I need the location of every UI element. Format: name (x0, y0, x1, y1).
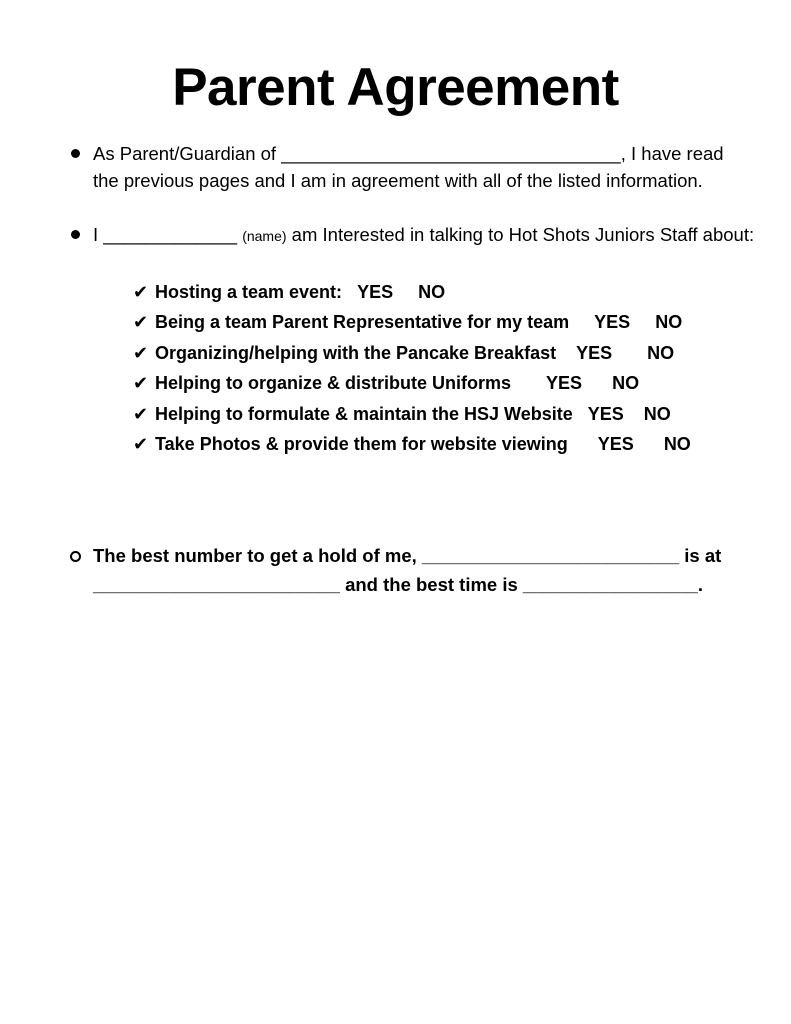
checkmark-icon: ✔ (133, 342, 149, 363)
yes-option: YES (597, 433, 634, 454)
page-title: Parent Agreement (172, 58, 619, 117)
no-option: NO (612, 373, 640, 394)
option-label: Being a team Parent Representative for my team (155, 312, 570, 333)
agreement-line-2: the previous pages and I am in agreement with all of the listed information. (93, 170, 703, 191)
bullet-dot-icon (71, 230, 80, 239)
yes-option: YES (594, 312, 631, 333)
checkmark-icon: ✔ (133, 403, 149, 424)
yes-option: YES (546, 373, 583, 394)
option-label: Helping to organize & distribute Uniforms (155, 373, 512, 394)
option-label: Hosting a team event: (155, 282, 343, 302)
yes-option: YES (587, 403, 624, 424)
interest-suffix: am Interested in talking to Hot Shots Juniors Staff about: (286, 224, 755, 245)
no-option: NO (418, 282, 446, 302)
option-label: Helping to formulate & maintain the HSJ Website (155, 403, 573, 424)
option-label: Organizing/helping with the Pancake Breakfast (155, 342, 557, 363)
no-option: NO (655, 312, 683, 333)
no-option: NO (643, 403, 671, 424)
checkmark-icon: ✔ (133, 373, 149, 394)
contact-line-1: The best number to get a hold of me, _________________________ is at (93, 545, 722, 566)
interest-prefix: I _____________ (93, 224, 243, 245)
checkmark-icon: ✔ (133, 312, 149, 333)
checklist-item (133, 338, 753, 368)
checklist-item (133, 277, 753, 307)
yes-option: YES (576, 342, 613, 363)
checklist-item (133, 429, 753, 459)
interest-checklist (133, 277, 753, 459)
no-option: NO (647, 342, 675, 363)
checklist-item (133, 399, 753, 429)
checkmark-icon: ✔ (133, 433, 149, 454)
checklist-item (133, 368, 753, 398)
bullet-ring-icon (70, 551, 81, 562)
interest-line (93, 221, 753, 250)
checkmark-icon: ✔ (133, 282, 149, 302)
no-option: NO (663, 433, 691, 454)
option-label: Take Photos & provide them for website viewing (155, 433, 568, 454)
yes-option: YES (357, 282, 394, 302)
bullet-dot-icon (71, 149, 80, 158)
contact-line-2: ________________________ and the best time is _________________. (93, 574, 703, 595)
agreement-line-1: As Parent/Guardian of _________________________________, I have read (93, 143, 724, 164)
checklist-item (133, 307, 753, 337)
name-hint: (name) (242, 228, 287, 244)
